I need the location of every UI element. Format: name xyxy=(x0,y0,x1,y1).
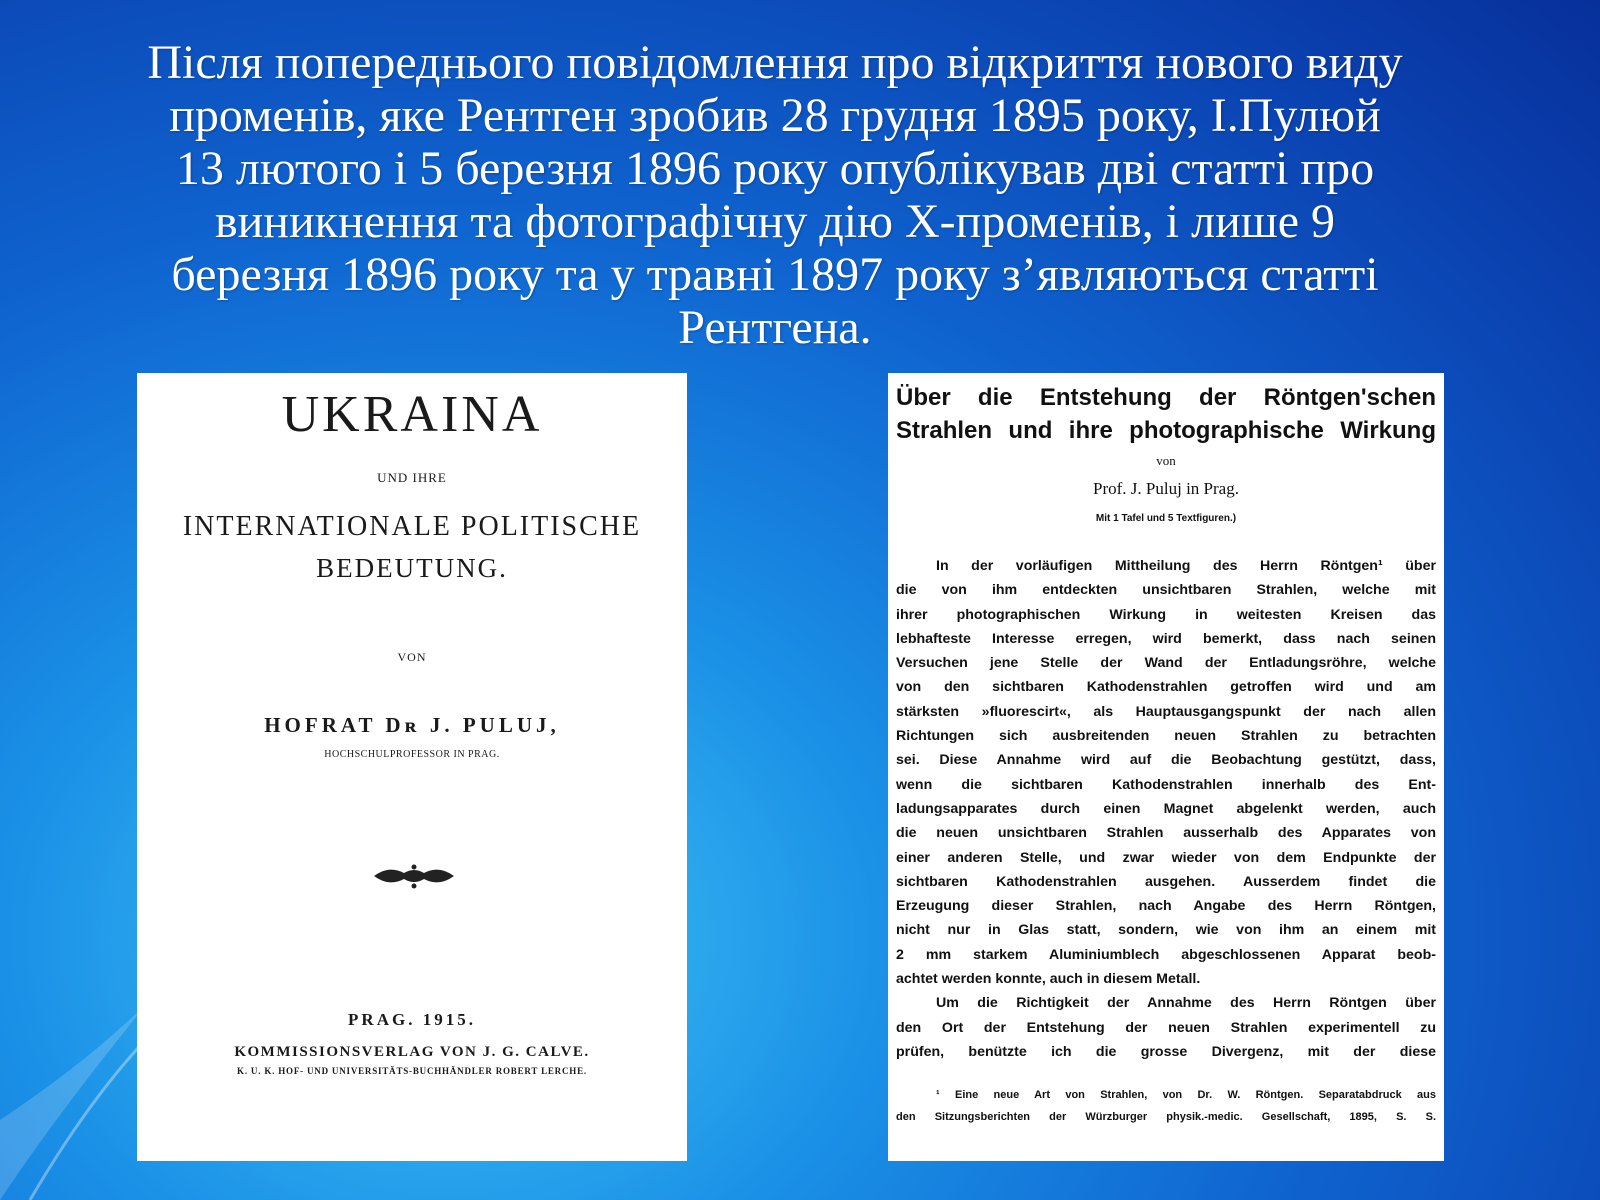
article-title-line: Strahlen und ihre photographische Wirkung xyxy=(896,417,1436,444)
article-line: die neuen unsichtbaren Strahlen ausserhalb des Apparates von xyxy=(896,825,1436,842)
article-title-line: Über die Entstehung der Röntgen'schen xyxy=(896,384,1436,411)
article-line: ihrer photographischen Wirkung in weitesten Kreisen das xyxy=(896,606,1436,623)
heading-line: променів, яке Рентген зробив 28 грудня 1895 року, І.Пулюй xyxy=(169,89,1381,142)
article-line: achtet werden konnte, auch in diesem Metall. xyxy=(896,971,1201,988)
article-footnote xyxy=(896,1084,1436,1128)
article-line: stärksten »fluorescirt«, als Hauptausgangspunkt der nach allen xyxy=(896,703,1436,720)
article-line: ladungsapparates durch einen Magnet abgelenkt werden, auch xyxy=(896,800,1436,817)
book-subtitle-3: BEDEUTUNG. xyxy=(316,553,508,583)
book-subtitle-2: INTERNATIONALE POLITISCHE xyxy=(182,511,642,542)
article-author: Prof. J. Puluj in Prag. xyxy=(1093,479,1239,498)
heading-line: 13 лютого і 5 березня 1896 року опублікував дві статті про xyxy=(175,142,1375,195)
article-page xyxy=(888,373,1444,1161)
article-body xyxy=(896,554,1436,1064)
book-author-title: HOCHSCHULPROFESSOR IN PRAG. xyxy=(324,749,500,760)
article-line: Erzeugung dieser Strahlen, nach Angabe des Herrn Röntgen, xyxy=(896,898,1436,915)
book-author: HOFRAT Dʀ J. PULUJ, xyxy=(264,713,560,737)
book-title-page xyxy=(137,373,687,1161)
heading-line: березня 1896 року та у травні 1897 року з’являються статті xyxy=(171,248,1379,301)
footnote-line: den Sitzungsberichten der Würzburger physik.-medic. Gesellschaft, 1895, S. S. xyxy=(896,1111,1436,1124)
book-subtitle-1: UND IHRE xyxy=(377,470,447,485)
heading-line: Рентгена. xyxy=(678,301,872,354)
article-line: sichtbaren Kathodenstrahlen ausgehen. Ausserdem findet die xyxy=(896,873,1436,890)
article-line: einer anderen Stelle, und zwar wieder von dem Endpunkte der xyxy=(896,849,1436,866)
footnote-line: ¹ Eine neue Art von Strahlen, von Dr. W. Röntgen. Separatabdruck aus xyxy=(936,1089,1436,1102)
article-line: 2 mm starkem Aluminiumblech abgeschlossenen Apparat beob- xyxy=(896,946,1436,963)
article-note: Mit 1 Tafel und 5 Textfiguren.) xyxy=(1095,513,1237,524)
article-line: lebhafteste Interesse erregen, wird bemerkt, dass nach seinen xyxy=(896,630,1436,647)
article-line: Um die Richtigkeit der Annahme des Herrn Röntgen über xyxy=(936,995,1436,1012)
book-publisher: KOMMISSIONSVERLAG VON J. G. CALVE. xyxy=(234,1044,590,1060)
book-place-year: PRAG. 1915. xyxy=(348,1010,476,1029)
heading-line: Після попереднього повідомлення про відкриття нового виду xyxy=(147,36,1403,89)
heading-line: виникнення та фотографічну дію Х-променів, і лише 9 xyxy=(214,195,1336,248)
article-line: die von ihm entdeckten unsichtbaren Strahlen, welche mit xyxy=(896,582,1436,599)
article-line: In der vorläufigen Mittheilung des Herrn Röntgen¹ über xyxy=(936,558,1436,574)
book-publisher-line2: K. U. K. HOF- UND UNIVERSITÄTS-BUCHHÄNDLER ROBERT LERCHE. xyxy=(237,1066,587,1076)
article-line: Versuchen jene Stelle der Wand der Entladungsröhre, welche xyxy=(896,655,1436,672)
article-line: wenn die sichtbaren Kathodenstrahlen innerhalb des Ent- xyxy=(896,776,1436,793)
ornament-icon xyxy=(369,863,459,889)
article-line: von den sichtbaren Kathodenstrahlen getroffen wird und am xyxy=(896,679,1436,696)
book-title: UKRAINA xyxy=(281,386,543,443)
article-line: den Ort der Entstehung der neuen Strahlen experimentell zu xyxy=(896,1019,1436,1036)
book-von: VON xyxy=(397,650,427,664)
article-von: von xyxy=(1156,453,1176,468)
article-line: prüfen, benützte ich die grosse Divergenz, mit der diese xyxy=(896,1043,1436,1060)
slide-heading xyxy=(40,36,1510,354)
article-title xyxy=(896,381,1436,447)
article-line: Richtungen sich ausbreitenden neuen Strahlen zu betrachten xyxy=(896,728,1436,745)
article-line: nicht nur in Glas statt, sondern, wie von ihm an einem mit xyxy=(896,922,1436,939)
article-line: sei. Diese Annahme wird auf die Beobachtung gestützt, dass, xyxy=(896,752,1436,769)
